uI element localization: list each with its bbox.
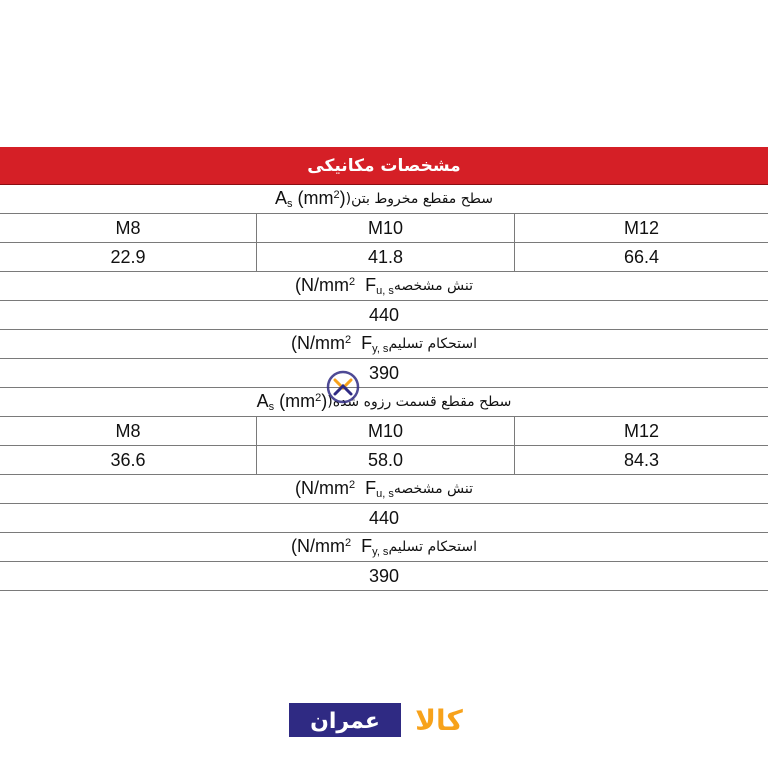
- svg-text:کالا: کالا: [415, 704, 463, 737]
- table-title: مشخصات مکانیکی: [0, 147, 768, 185]
- kala-omran-logo: [289, 697, 479, 743]
- area-value-m12: 84.3: [623, 449, 660, 470]
- area-value-m10: 58.0: [257, 446, 515, 474]
- tensile-stress-value: 440: [0, 301, 768, 330]
- area-value-row: [0, 446, 768, 475]
- yield-strength-value: 390: [0, 359, 768, 388]
- fu-formula: ($N/mm^2$ $F_{u, s}$: [295, 478, 394, 500]
- fy-formula: ($N/mm^2$ $F_{y, s}$: [291, 333, 389, 355]
- area-value-row: [0, 243, 768, 272]
- fy-formula: ($N/mm^2$ $F_{y, s}$: [291, 536, 389, 558]
- size-row: [0, 214, 768, 243]
- size-cell-m12: M12: [623, 420, 659, 441]
- yield-strength-header: [0, 533, 768, 562]
- tensile-stress-value: 440: [0, 504, 768, 533]
- fy-label: استحکام تسلیم: [388, 336, 477, 352]
- fy-label: استحکام تسلیم: [388, 539, 477, 555]
- size-cell-m12: M12: [623, 217, 659, 238]
- area-value-m12: 66.4: [623, 246, 660, 267]
- area-value-m8: 22.9: [0, 243, 257, 271]
- size-cell-m8: M8: [0, 214, 257, 242]
- yield-strength-value: 390: [0, 562, 768, 591]
- yield-strength-header: [0, 330, 768, 359]
- size-row: [0, 417, 768, 446]
- fu-label: تنش مشخصه: [393, 481, 473, 497]
- watermark-logo-icon: [326, 370, 360, 404]
- threaded-area-header: سطح مقطع قسمت رزوه شده ( $A_s$ $(mm^2)$: [0, 388, 768, 417]
- size-cell-m8: M8: [0, 417, 257, 445]
- tensile-stress-header: [0, 475, 768, 504]
- area-value-m8: 36.6: [0, 446, 257, 474]
- area-label: سطح مقطع مخروط بتن: [351, 191, 493, 207]
- area-formula: $A_s$ $(mm^2)$: [275, 188, 346, 210]
- area-value-m10: 41.8: [257, 243, 515, 271]
- tensile-stress-header: [0, 272, 768, 301]
- mechanical-specs-table: [0, 147, 768, 591]
- size-cell-m10: M10: [257, 214, 515, 242]
- svg-text:عمران: عمران: [310, 709, 380, 734]
- area-formula: $A_s$ $(mm^2)$: [256, 391, 328, 413]
- fu-label: تنش مشخصه: [393, 278, 473, 294]
- fu-formula: ($N/mm^2$ $F_{u, s}$: [295, 275, 394, 297]
- area-label: سطح مقطع قسمت رزوه شده: [332, 394, 512, 410]
- concrete-cone-area-header: سطح مقطع مخروط بتن ( $A_s$ $(mm^2)$: [0, 185, 768, 214]
- size-cell-m10: M10: [257, 417, 515, 445]
